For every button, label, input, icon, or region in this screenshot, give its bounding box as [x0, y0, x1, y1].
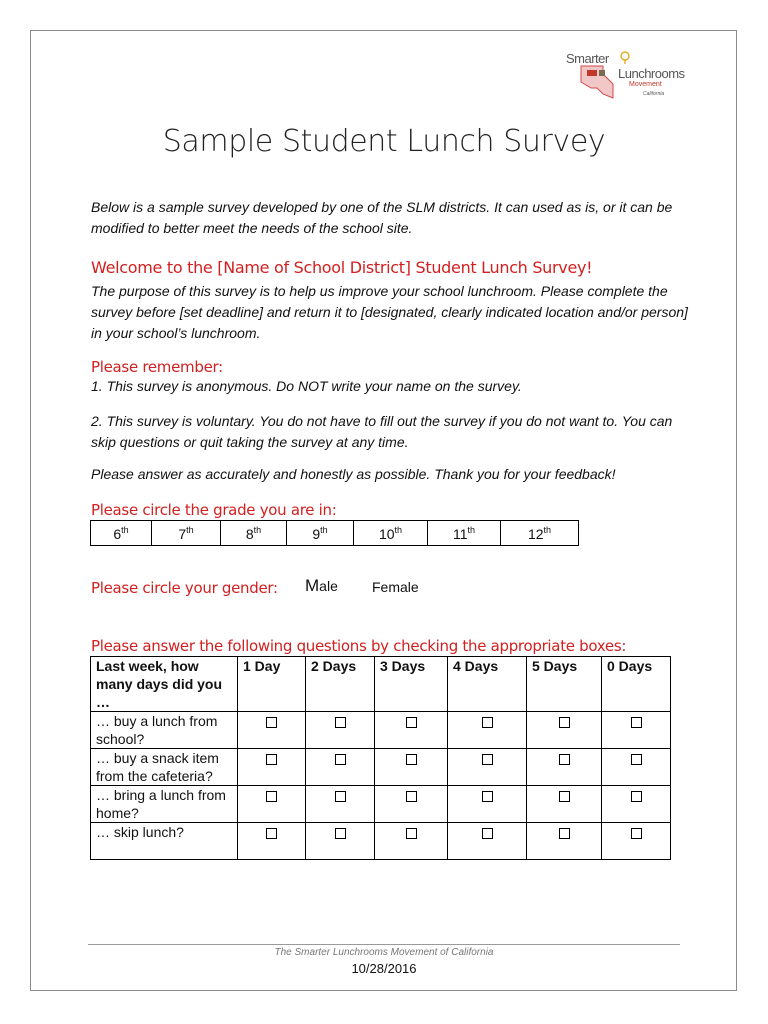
checkbox[interactable] [631, 791, 642, 802]
remember-heading: Please remember: [91, 358, 223, 376]
grade-option-8[interactable] [221, 521, 287, 546]
grade-number: 9 [312, 525, 321, 542]
grade-suffix: th [320, 524, 328, 535]
welcome-heading: Welcome to the [Name of School District] Student Lunch Survey! [91, 258, 593, 277]
checkbox[interactable] [406, 754, 417, 765]
grade-option-11[interactable] [428, 521, 501, 546]
checkbox[interactable] [559, 754, 570, 765]
page-title: Sample Student Lunch Survey [162, 124, 606, 159]
grade-number: 11 [452, 525, 468, 542]
table-row [91, 749, 671, 786]
checkbox[interactable] [335, 717, 346, 728]
checkbox[interactable] [559, 791, 570, 802]
survey-col-5-days: 5 Days [527, 657, 602, 712]
survey-col-4-days: 4 Days [448, 657, 527, 712]
purpose-text: The purpose of this survey is to help us improve your school lunchroom. Please complete the survey before [set deadline] and return it to [designated, clearly indicated location and/or person] in your school’s lunchroom. [91, 283, 688, 341]
grade-suffix: th [121, 524, 129, 535]
checkbox[interactable] [335, 828, 346, 839]
checkbox[interactable] [266, 791, 277, 802]
logo-text-lunchrooms: Lunchrooms [618, 66, 685, 81]
grade-option-6[interactable] [91, 521, 152, 546]
survey-header-question: Last week, how many days did you … [91, 657, 238, 712]
remember-item-2: 2. This survey is voluntary. You do not have to fill out the survey if you do not want to. You can skip questions or quit taking the survey at any time. [91, 413, 673, 450]
survey-row-label: … buy a lunch from school? [91, 712, 238, 749]
checkbox[interactable] [482, 791, 493, 802]
gender-male-initial: M [305, 576, 320, 595]
answer-note: Please answer as accurately and honestly as possible. Thank you for your feedback! [91, 466, 616, 482]
checkbox[interactable] [266, 717, 277, 728]
grade-suffix: th [186, 524, 194, 535]
grade-option-9[interactable] [287, 521, 354, 546]
survey-row-label: … buy a snack item from the cafeteria? [91, 749, 238, 786]
checkbox[interactable] [631, 717, 642, 728]
table-row [91, 823, 671, 860]
logo-text-movement: Movement [629, 81, 662, 88]
checkbox[interactable] [559, 717, 570, 728]
survey-table [90, 656, 671, 860]
grade-suffix: th [394, 524, 403, 535]
survey-col-0-days: 0 Days [602, 657, 671, 712]
survey-col-1-day: 1 Day [238, 657, 306, 712]
checkbox[interactable] [406, 791, 417, 802]
remember-item-1: 1. This survey is anonymous. Do NOT write your name on the survey. [91, 378, 522, 394]
grade-suffix: th [467, 524, 476, 535]
table-row [91, 712, 671, 749]
grade-number: 7 [178, 525, 187, 542]
gender-heading: Please circle your gender: [91, 579, 278, 597]
checkbox[interactable] [406, 828, 417, 839]
checkbox[interactable] [482, 717, 493, 728]
survey-row-label: … bring a lunch from home? [91, 786, 238, 823]
checkbox[interactable] [482, 754, 493, 765]
checkbox[interactable] [631, 828, 642, 839]
grade-number: 8 [245, 525, 254, 542]
checkbox[interactable] [335, 754, 346, 765]
gender-option-female[interactable]: Female [372, 579, 419, 595]
footer-divider [88, 944, 680, 945]
grade-table [90, 520, 579, 546]
logo-text-smarter: Smarter [566, 51, 609, 66]
grade-option-12[interactable] [501, 521, 579, 546]
grade-option-10[interactable] [354, 521, 428, 546]
survey-col-2-days: 2 Days [306, 657, 375, 712]
checkbox[interactable] [559, 828, 570, 839]
questions-heading: Please answer the following questions by checking the appropriate boxes: [91, 637, 627, 655]
grade-number: 6 [113, 525, 122, 542]
checkbox[interactable] [631, 754, 642, 765]
checkbox[interactable] [335, 791, 346, 802]
grade-option-7[interactable] [152, 521, 221, 546]
checkbox[interactable] [482, 828, 493, 839]
logo-text-california: California [643, 91, 665, 97]
checkbox[interactable] [266, 754, 277, 765]
survey-row-label: … skip lunch? [91, 823, 238, 860]
gender-male-rest: ale [319, 578, 338, 594]
checkbox[interactable] [406, 717, 417, 728]
grade-heading: Please circle the grade you are in: [91, 501, 337, 519]
checkbox[interactable] [266, 828, 277, 839]
grade-number: 12 [527, 525, 544, 542]
footer-org: The Smarter Lunchrooms Movement of California [274, 947, 494, 958]
intro-text: Below is a sample survey developed by one of the SLM districts. It can used as is, or it can be modified to better meet the needs of the school site. [91, 199, 673, 236]
smarter-lunchrooms-logo [563, 44, 683, 102]
gender-option-male[interactable] [305, 576, 338, 596]
grade-suffix: th [543, 524, 552, 535]
footer-date: 10/28/2016 [351, 961, 417, 976]
grade-number: 10 [378, 525, 395, 542]
table-row [91, 786, 671, 823]
survey-col-3-days: 3 Days [375, 657, 448, 712]
grade-suffix: th [253, 524, 262, 535]
